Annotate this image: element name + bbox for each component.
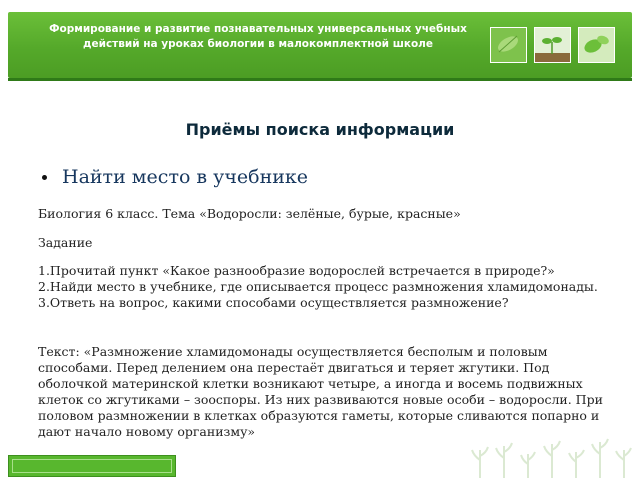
sprout-photo-icon [578,27,615,63]
bullet-text: Найти место в учебнике [62,166,309,188]
presentation-title: Формирование и развитие познавательных универсальных учебных действий на уроках биологии в малокомплектной школе [49,23,467,50]
task-paragraph: 1.Прочитай пункт «Какое разнообразие водорослей встречается в природе?» 2.Найди место в учебнике, где описывается процесс размножения хламидомонады. 3.Ответь на вопрос, какими способами осуществляется размножение? [38,263,598,310]
bullet-dot-icon [42,175,47,180]
grass-decoration-icon [470,420,635,478]
slide-heading: Приёмы поиска информации [185,120,455,139]
quoted-text-paragraph: Текст: «Размножение хламидомонады осуществляется бесполым и половым способами. Перед делением она перестаёт двигаться и теряет жгутики. Под оболочкой материнской клетки возникают четыре, а иногда и восемь подвижных клеток со жгутиками – зооспоры. Из них развиваются новые особи – водоросли. При половом размножении в клетках образуются гаметы, которые сливаются попарно и дают начало новому организму» [38,344,603,439]
leaf-photo-icon [490,27,527,63]
footer-bar [8,455,176,477]
seedling-photo-icon [534,27,571,63]
header-underline [8,78,632,81]
task-label: Задание [38,235,93,250]
footer-bar-inner [12,459,172,473]
header-banner [0,0,640,82]
topic-paragraph: Биология 6 класс. Тема «Водоросли: зелёные, бурые, красные» [38,206,461,221]
